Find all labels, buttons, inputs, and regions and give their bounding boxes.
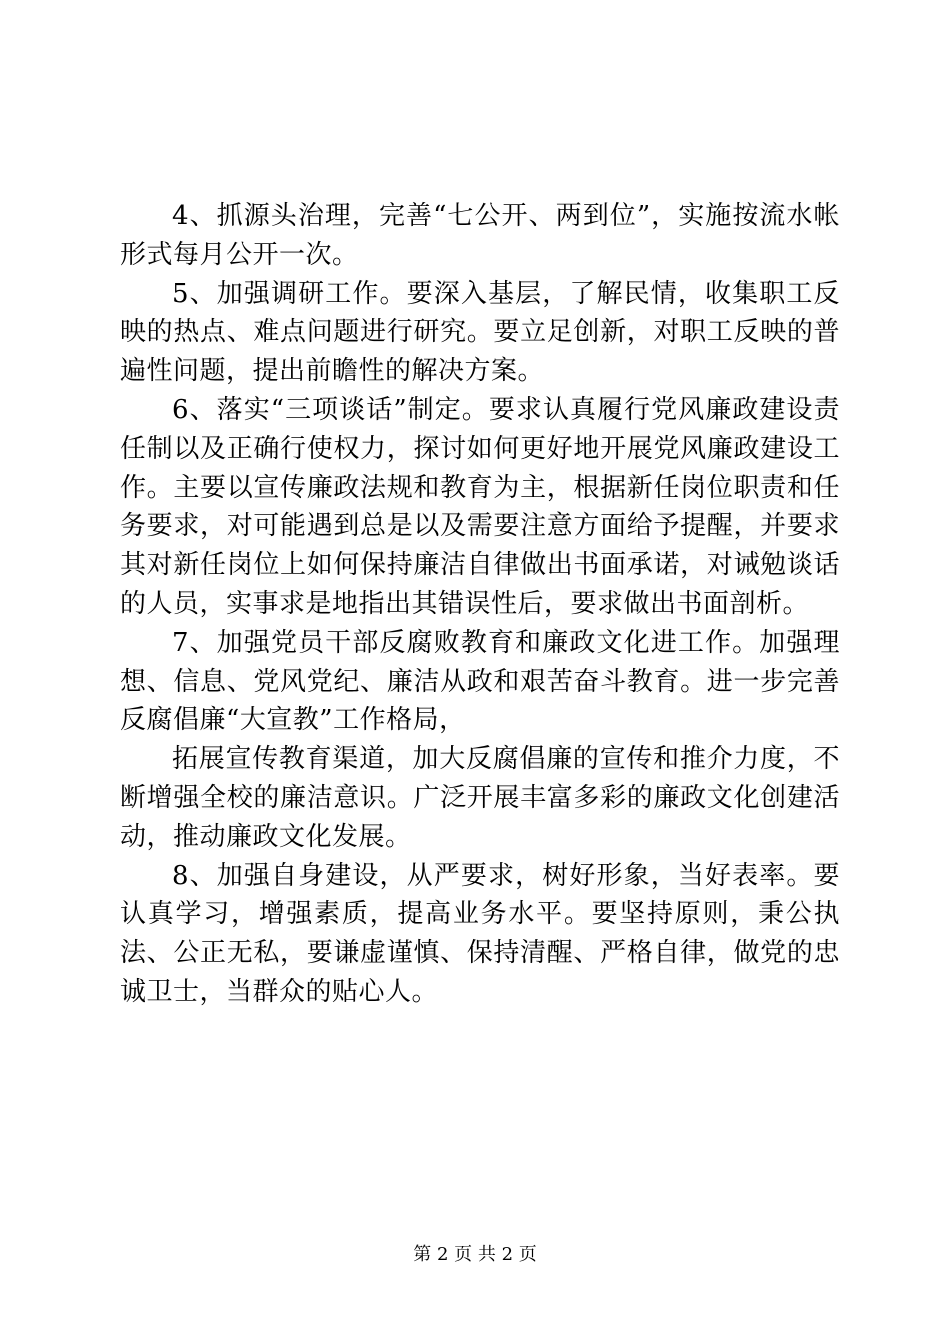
paragraph-item-5: 5、加强调研工作。要深入基层，了解民情，收集职工反映的热点、难点问题进行研究。要立足创新，对职工反映的普遍性问题，提出前瞻性的解决方案。 [120, 278, 840, 387]
paragraph-item-7-continued: 拓展宣传教育渠道，加大反腐倡廉的宣传和推介力度，不断增强全校的廉洁意识。广泛开展丰富多彩的廉政文化创建活动，推动廉政文化发展。 [120, 744, 840, 852]
document-body [120, 197, 840, 1012]
page-number-footer: 第 2 页 共 2 页 [413, 1244, 537, 1265]
paragraph-item-6: 6、落实“三项谈话”制定。要求认真履行党风廉政建设责任制以及正确行使权力，探讨如何更好地开展党风廉政建设工作。主要以宣传廉政法规和教育为主，根据新任岗位职责和任务要求，对可能遇到总是以及需要注意方面给予提醒，并要求其对新任岗位上如何保持廉洁自律做出书面承诺，对诫勉谈话的人员，实事求是地指出其错误性后，要求做出书面剖析。 [120, 394, 840, 619]
paragraph-item-8: 8、加强自身建设，从严要求，树好形象，当好表率。要认真学习，增强素质，提高业务水平。要坚持原则，秉公执法、公正无私，要谦虚谨慎、保持清醒、严格自律，做党的忠诚卫士，当群众的贴心人。 [120, 860, 840, 1007]
paragraph-item-7: 7、加强党员干部反腐败教育和廉政文化进工作。加强理想、信息、党风党纪、廉洁从政和艰苦奋斗教育。进一步完善反腐倡廉“大宣教”工作格局， [120, 627, 840, 736]
paragraph-item-4: 4、抓源头治理，完善“七公开、两到位”，实施按流水帐形式每月公开一次。 [120, 201, 840, 270]
